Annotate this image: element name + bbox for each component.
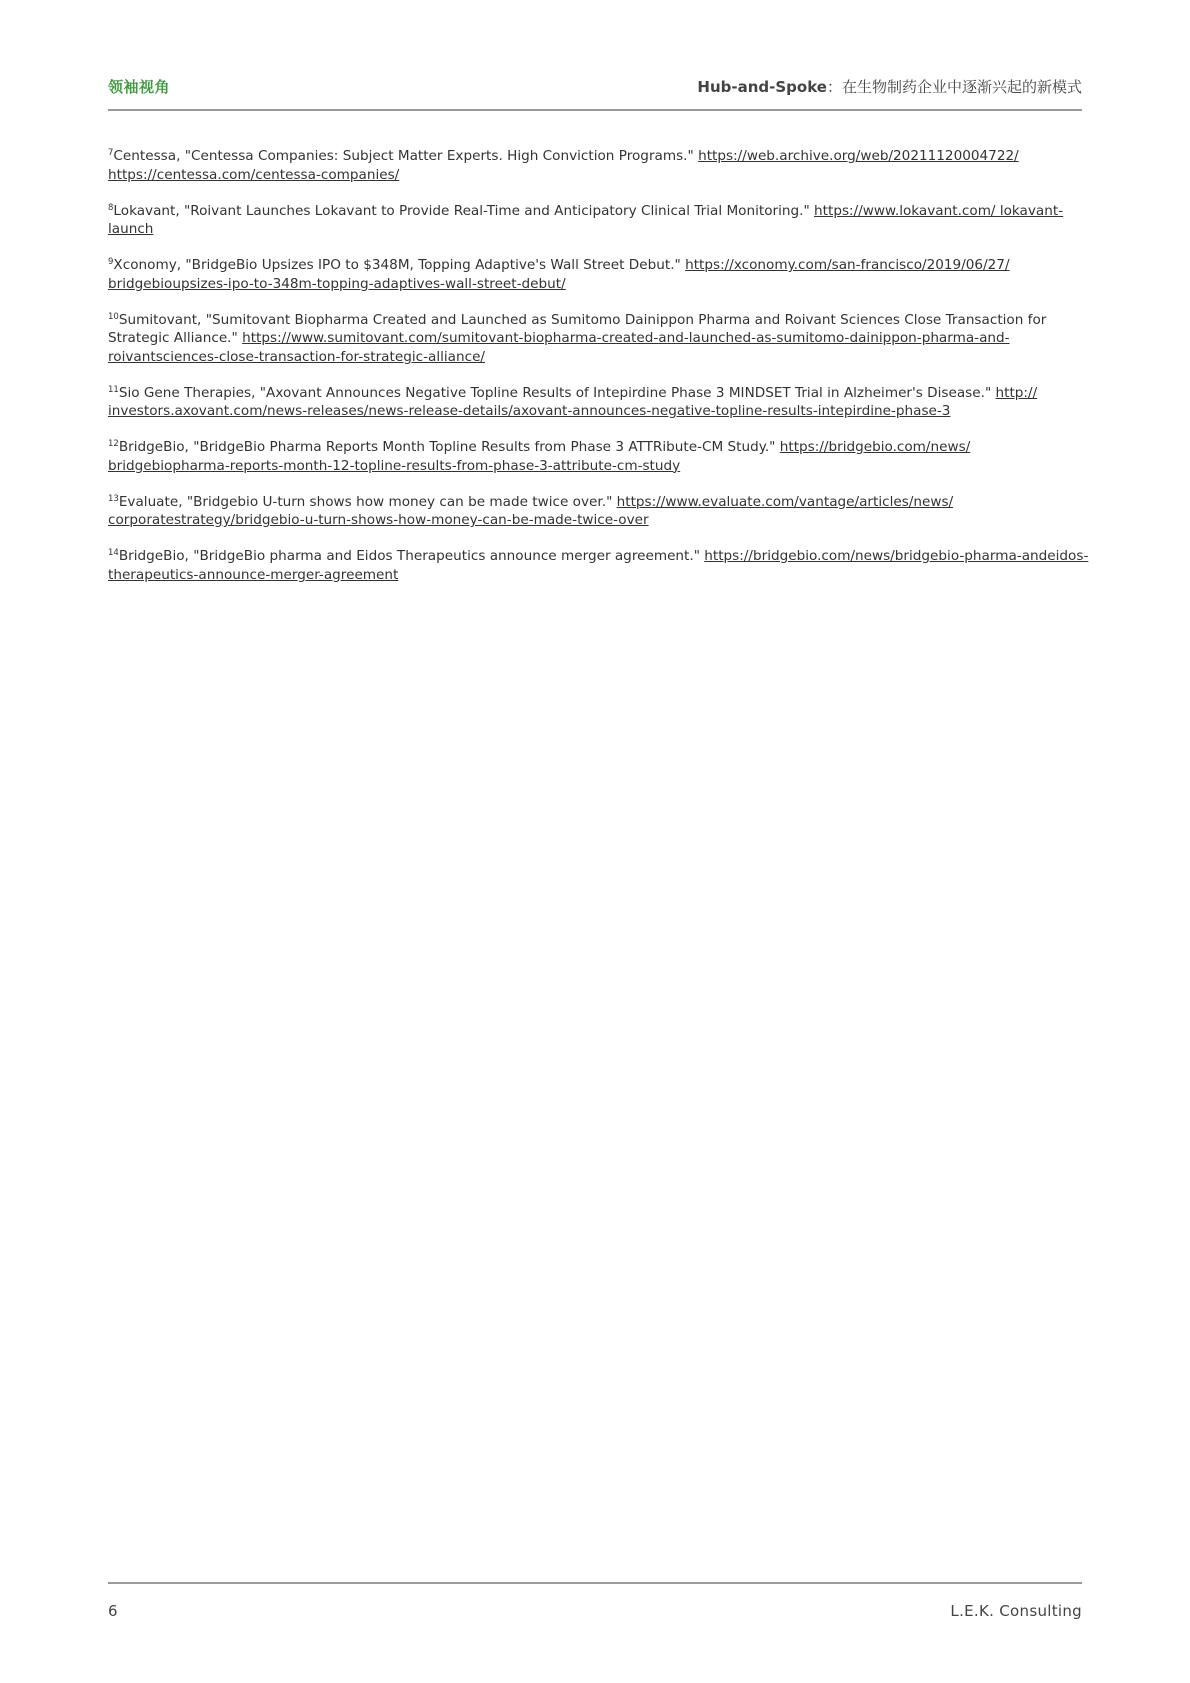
- footnote-link[interactable]: https://bridgebio.com/news/bridgebio-pharma-andeidos-therapeutics-announce-merger-agreement: [108, 548, 1089, 583]
- footer-brand: L.E.K. Consulting: [950, 1602, 1082, 1620]
- footnote-text: BridgeBio, "BridgeBio pharma and Eidos Therapeutics announce merger agreement.": [118, 548, 705, 564]
- footnote-text: Centessa, "Centessa Companies: Subject Matter Experts. High Conviction Programs.": [113, 148, 699, 164]
- footnote-link[interactable]: https://web.archive.org/web/20211120004722/ https://centessa.com/centessa-companies/: [108, 148, 1019, 183]
- footnote-number: 7: [108, 148, 114, 158]
- footnote-text: BridgeBio, "BridgeBio Pharma Reports Month Topline Results from Phase 3 ATTRibute-CM Study.": [118, 439, 780, 455]
- footnote-number: 8: [108, 202, 114, 213]
- footnote-number: 9: [108, 257, 114, 267]
- footnote-number: 12: [108, 439, 119, 449]
- footnote-number: 11: [108, 384, 119, 395]
- footnote-text: Xconomy, "BridgeBio Upsizes IPO to $348M, Topping Adaptive's Wall Street Debut.": [113, 257, 686, 273]
- footnote: [108, 256, 1094, 293]
- document-title-bold: Hub-and-Spoke: [697, 78, 827, 96]
- footnote-number: 10: [108, 311, 119, 322]
- footnote-text: Evaluate, "Bridgebio U-turn shows how money can be made twice over.": [118, 493, 617, 510]
- footnote: [108, 311, 1094, 367]
- footnote-number: 13: [108, 493, 119, 504]
- footnote: [108, 147, 1094, 184]
- footnote-text: Sumitovant, "Sumitovant Biopharma Created and Launched as Sumitomo Dainippon Pharma and Roivant Sciences Close Transaction for Strategic Alliance.": [108, 311, 1047, 346]
- document-title-rest: ：在生物制药企业中逐渐兴起的新模式: [826, 78, 1082, 96]
- header-divider: [108, 109, 1082, 111]
- footnote-number: 14: [108, 548, 119, 558]
- footnote: [108, 202, 1094, 239]
- document-title: [697, 76, 1082, 97]
- footnote-link[interactable]: https://www.lokavant.com/ lokavant-launch: [108, 202, 1064, 237]
- footer-divider: [108, 1582, 1082, 1584]
- footnote-link[interactable]: http:// investors.axovant.com/news-releases/news-release-details/axovant-announces-negative-topline-results-intepirdine-phase-3: [108, 384, 1038, 419]
- footnote: [108, 438, 1094, 475]
- footnote-text: Sio Gene Therapies, "Axovant Announces Negative Topline Results of Intepirdine Phase 3 MINDSET Trial in Alzheimer's Disease.": [118, 384, 996, 401]
- footnote-link[interactable]: https://xconomy.com/san-francisco/2019/06/27/ bridgebioupsizes-ipo-to-348m-topping-adaptives-wall-street-debut/: [108, 257, 1010, 292]
- footnote-link[interactable]: https://www.evaluate.com/vantage/articles/news/ corporatestrategy/bridgebio-u-turn-shows-how-money-can-be-made-twice-over: [108, 493, 954, 528]
- footnote: [108, 493, 1094, 530]
- footnote: [108, 547, 1094, 584]
- section-label: 领袖视角: [108, 78, 171, 96]
- page-number: 6: [108, 1602, 118, 1620]
- footnotes-list: [108, 147, 1094, 602]
- footnote-link[interactable]: https://www.sumitovant.com/sumitovant-biopharma-created-and-launched-as-sumitomo-dainippon-pharma-and-roivantsciences-close-transaction-for-strategic-alliance/: [108, 330, 1010, 365]
- footnote-text: Lokavant, "Roivant Launches Lokavant to Provide Real-Time and Anticipatory Clinical Trial Monitoring.": [113, 202, 815, 219]
- footnote: [108, 384, 1094, 421]
- footnote-link[interactable]: https://bridgebio.com/news/ bridgebiopharma-reports-month-12-topline-results-from-phase-3-attribute-cm-study: [108, 439, 971, 474]
